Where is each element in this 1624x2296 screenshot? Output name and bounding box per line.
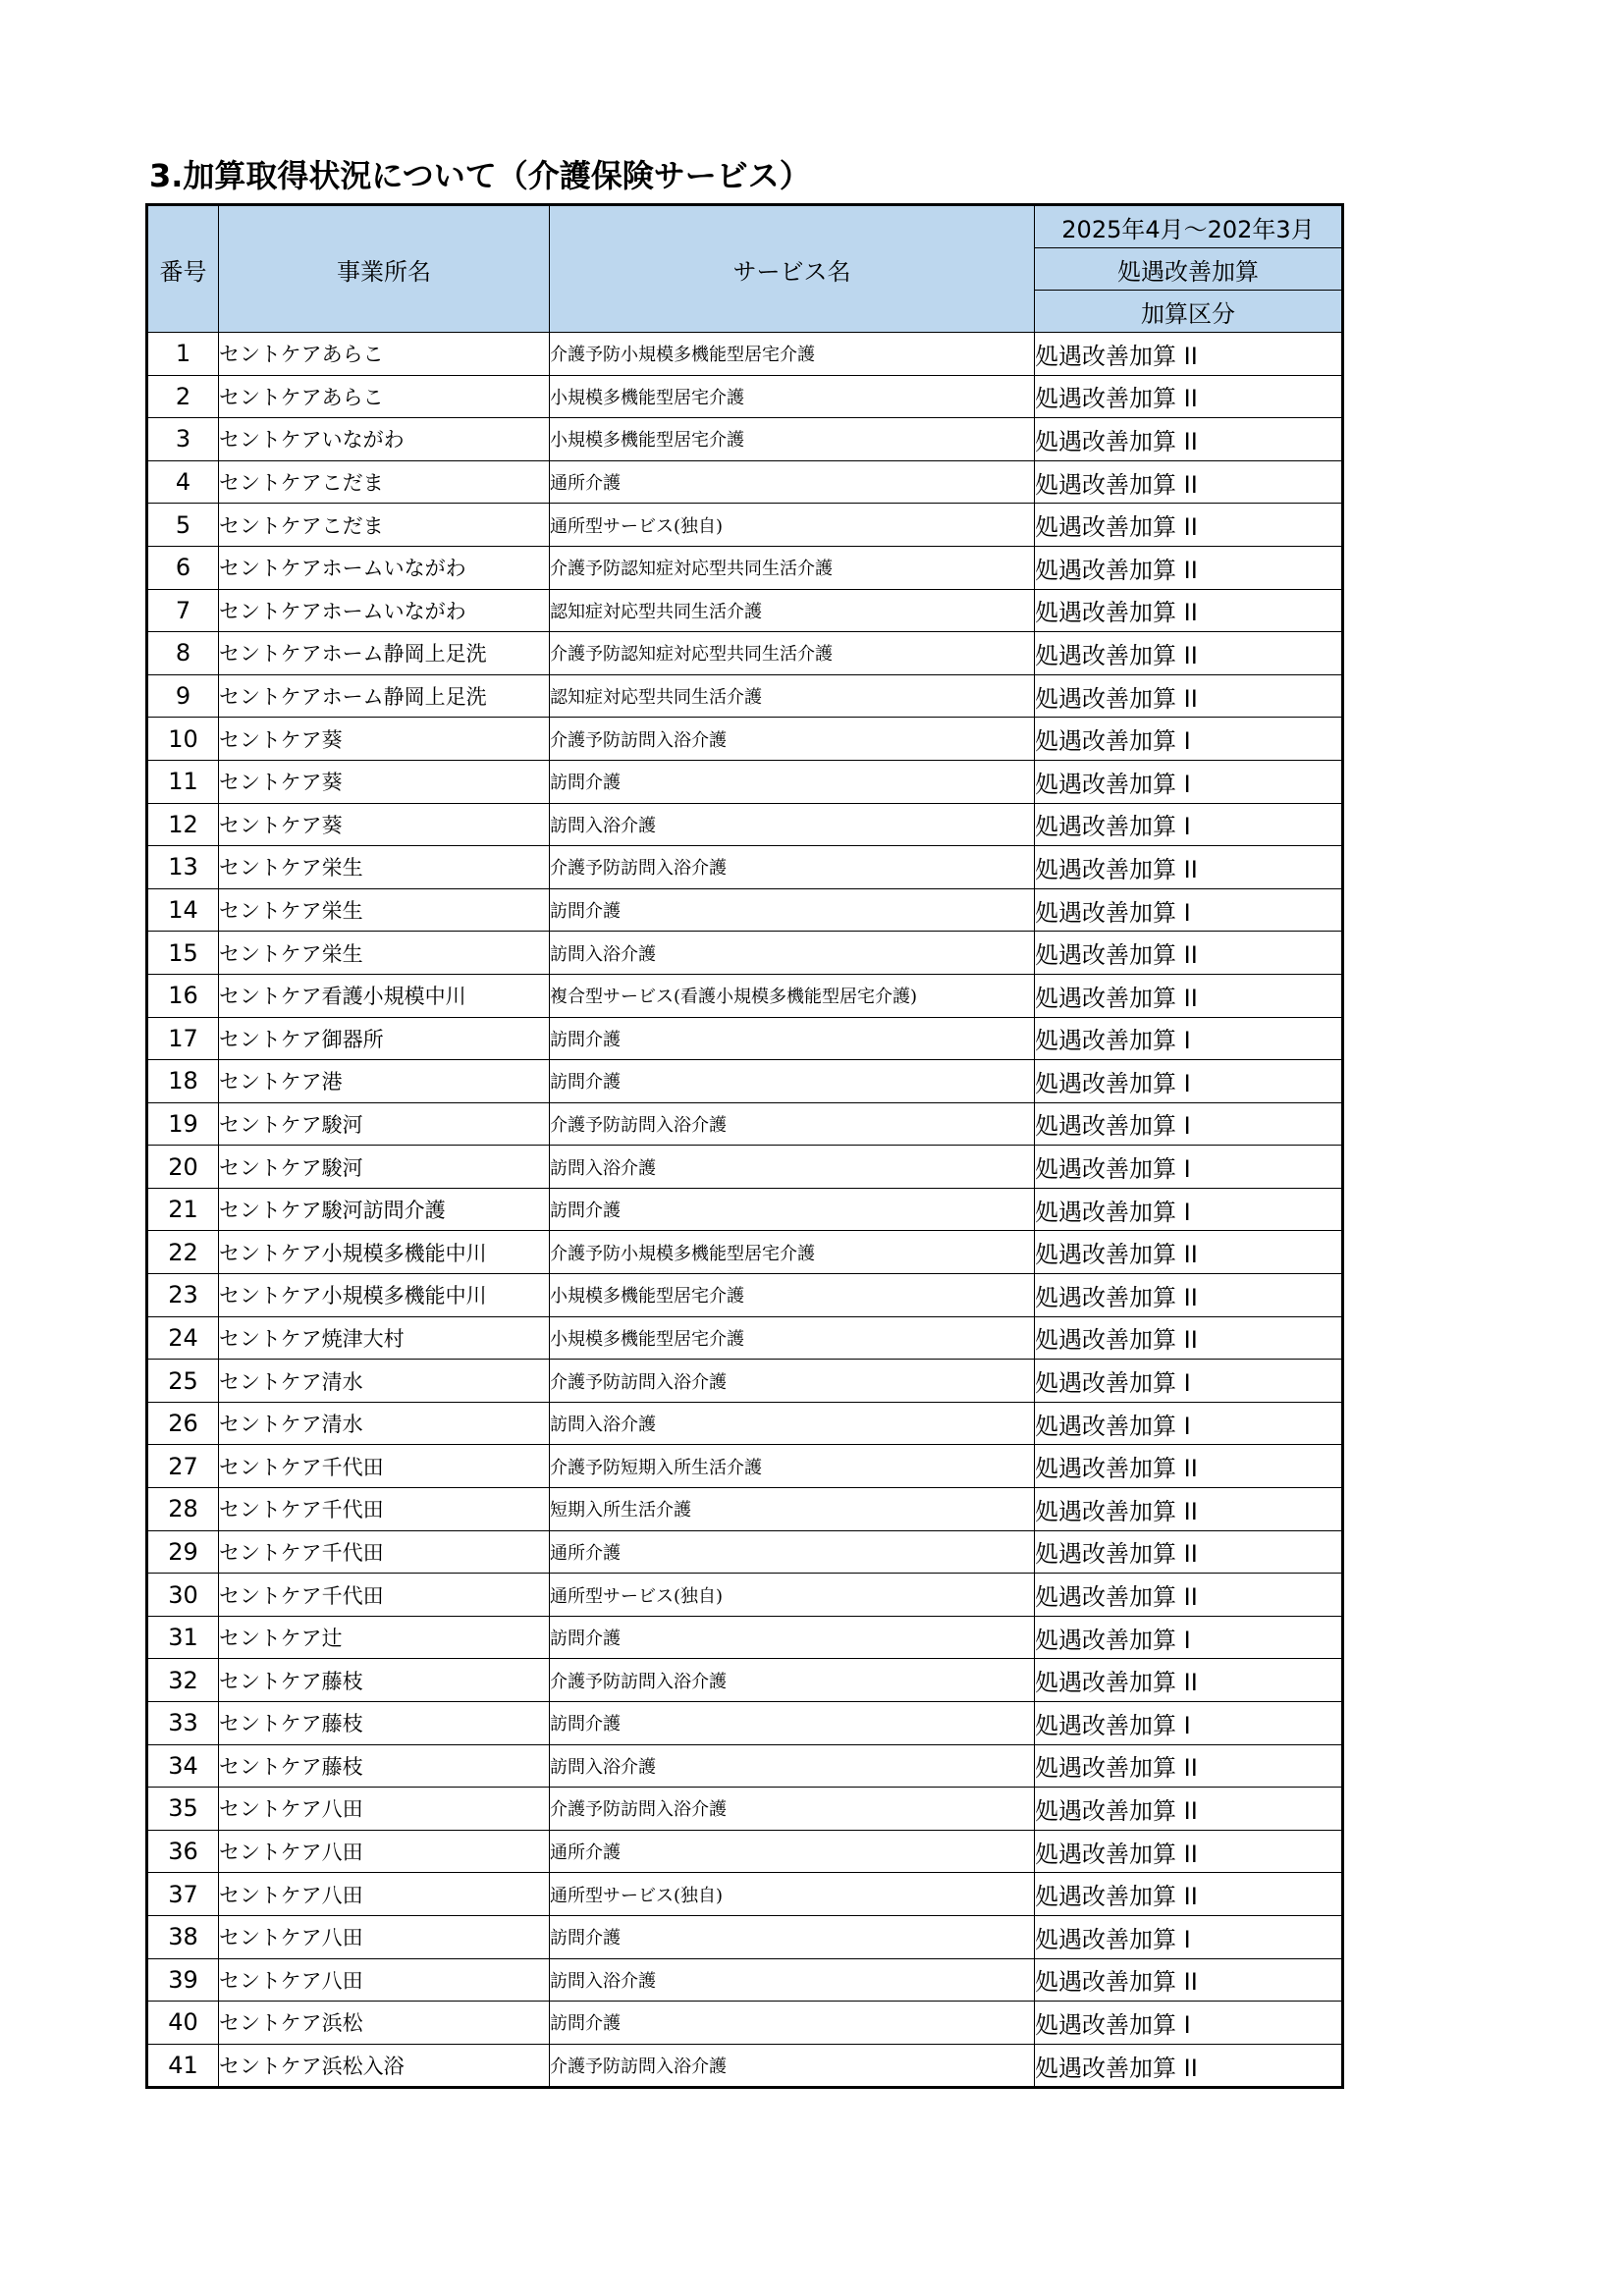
table-row [147, 1873, 1343, 1916]
table-row [147, 1659, 1343, 1702]
row-number: 31 [147, 1616, 219, 1659]
table-row [147, 674, 1343, 718]
service-name-cell: 訪問介護 [550, 1702, 1035, 1745]
table-row [147, 718, 1343, 761]
row-number: 9 [147, 674, 219, 718]
service-name-cell: 通所型サービス(独自) [550, 1574, 1035, 1617]
office-name-cell: セントケア八田 [219, 1958, 550, 2002]
office-name-cell: セントケア清水 [219, 1402, 550, 1445]
service-name-cell: 介護予防小規模多機能型居宅介護 [550, 333, 1035, 376]
service-name-cell: 介護予防訪問入浴介護 [550, 1788, 1035, 1831]
row-number: 10 [147, 718, 219, 761]
office-name-cell: セントケア千代田 [219, 1574, 550, 1617]
table-row [147, 460, 1343, 504]
row-number: 25 [147, 1360, 219, 1403]
row-number: 30 [147, 1574, 219, 1617]
header-kasan: 処遇改善加算 [1035, 248, 1343, 291]
kasan-category-cell: 処遇改善加算 II [1035, 1316, 1343, 1360]
table-header [147, 205, 1343, 333]
table-row [147, 1402, 1343, 1445]
table-row [147, 1958, 1343, 2002]
kasan-category-cell: 処遇改善加算 II [1035, 674, 1343, 718]
table-body [147, 333, 1343, 2088]
table-row [147, 1274, 1343, 1317]
row-number: 11 [147, 760, 219, 803]
service-name-cell: 認知症対応型共同生活介護 [550, 589, 1035, 632]
kasan-category-cell: 処遇改善加算 I [1035, 2002, 1343, 2045]
service-name-cell: 小規模多機能型居宅介護 [550, 1316, 1035, 1360]
service-name-cell: 通所介護 [550, 460, 1035, 504]
service-name-cell: 介護予防小規模多機能型居宅介護 [550, 1231, 1035, 1274]
service-name-cell: 介護予防訪問入浴介護 [550, 1659, 1035, 1702]
office-name-cell: セントケア八田 [219, 1830, 550, 1873]
table-row [147, 1702, 1343, 1745]
table-row [147, 1316, 1343, 1360]
service-name-cell: 訪問入浴介護 [550, 803, 1035, 846]
header-office-name: 事業所名 [219, 205, 550, 333]
table-row [147, 2044, 1343, 2088]
office-name-cell: セントケア葵 [219, 760, 550, 803]
service-name-cell: 通所型サービス(独自) [550, 504, 1035, 547]
kasan-category-cell: 処遇改善加算 I [1035, 1102, 1343, 1146]
kasan-category-cell: 処遇改善加算 I [1035, 1915, 1343, 1958]
row-number: 12 [147, 803, 219, 846]
table-row [147, 1231, 1343, 1274]
kasan-category-cell: 処遇改善加算 II [1035, 1873, 1343, 1916]
table-row [147, 504, 1343, 547]
office-name-cell: セントケアあらこ [219, 375, 550, 418]
service-name-cell: 訪問入浴介護 [550, 1744, 1035, 1788]
office-name-cell: セントケア小規模多機能中川 [219, 1231, 550, 1274]
kasan-category-cell: 処遇改善加算 II [1035, 1958, 1343, 2002]
office-name-cell: セントケア港 [219, 1060, 550, 1103]
office-name-cell: セントケアホームいながわ [219, 589, 550, 632]
office-name-cell: セントケア千代田 [219, 1488, 550, 1531]
row-number: 19 [147, 1102, 219, 1146]
kasan-category-cell: 処遇改善加算 II [1035, 1744, 1343, 1788]
office-name-cell: セントケア駿河 [219, 1102, 550, 1146]
table-row [147, 375, 1343, 418]
service-name-cell: 訪問介護 [550, 888, 1035, 932]
office-name-cell: セントケア焼津大村 [219, 1316, 550, 1360]
office-name-cell: セントケア栄生 [219, 932, 550, 975]
table-row [147, 1017, 1343, 1060]
service-name-cell: 介護予防訪問入浴介護 [550, 846, 1035, 889]
table-row [147, 1744, 1343, 1788]
row-number: 8 [147, 632, 219, 675]
kasan-category-cell: 処遇改善加算 II [1035, 1574, 1343, 1617]
office-name-cell: セントケア千代田 [219, 1530, 550, 1574]
row-number: 1 [147, 333, 219, 376]
kasan-category-cell: 処遇改善加算 I [1035, 1616, 1343, 1659]
row-number: 23 [147, 1274, 219, 1317]
row-number: 22 [147, 1231, 219, 1274]
table-row [147, 846, 1343, 889]
table-row [147, 803, 1343, 846]
office-name-cell: セントケア栄生 [219, 846, 550, 889]
office-name-cell: セントケアいながわ [219, 418, 550, 461]
page-title: 3.加算取得状況について（介護保険サービス） [149, 157, 811, 194]
service-name-cell: 訪問入浴介護 [550, 1402, 1035, 1445]
office-name-cell: セントケア浜松入浴 [219, 2044, 550, 2088]
table-row [147, 1445, 1343, 1488]
kasan-category-cell: 処遇改善加算 I [1035, 1017, 1343, 1060]
row-number: 16 [147, 974, 219, 1017]
service-name-cell: 訪問介護 [550, 1188, 1035, 1231]
service-name-cell: 訪問介護 [550, 2002, 1035, 2045]
office-name-cell: セントケアこだま [219, 460, 550, 504]
kasan-category-cell: 処遇改善加算 II [1035, 1830, 1343, 1873]
service-name-cell: 訪問入浴介護 [550, 1958, 1035, 2002]
row-number: 32 [147, 1659, 219, 1702]
table-row [147, 2002, 1343, 2045]
service-name-cell: 訪問介護 [550, 1915, 1035, 1958]
kasan-category-cell: 処遇改善加算 II [1035, 632, 1343, 675]
kasan-category-cell: 処遇改善加算 I [1035, 803, 1343, 846]
row-number: 17 [147, 1017, 219, 1060]
row-number: 24 [147, 1316, 219, 1360]
table-row [147, 932, 1343, 975]
table-row [147, 589, 1343, 632]
office-name-cell: セントケアホームいながわ [219, 546, 550, 589]
table-row [147, 1102, 1343, 1146]
row-number: 41 [147, 2044, 219, 2088]
kasan-category-cell: 処遇改善加算 I [1035, 1060, 1343, 1103]
row-number: 38 [147, 1915, 219, 1958]
table-row [147, 974, 1343, 1017]
table-row [147, 1830, 1343, 1873]
table-row [147, 418, 1343, 461]
row-number: 14 [147, 888, 219, 932]
kasan-category-cell: 処遇改善加算 II [1035, 333, 1343, 376]
kasan-category-cell: 処遇改善加算 II [1035, 1788, 1343, 1831]
row-number: 35 [147, 1788, 219, 1831]
kasan-category-cell: 処遇改善加算 II [1035, 1659, 1343, 1702]
kasan-category-cell: 処遇改善加算 II [1035, 504, 1343, 547]
row-number: 15 [147, 932, 219, 975]
row-number: 34 [147, 1744, 219, 1788]
office-name-cell: セントケア八田 [219, 1788, 550, 1831]
row-number: 21 [147, 1188, 219, 1231]
table-row [147, 1146, 1343, 1189]
office-name-cell: セントケアホーム静岡上足洗 [219, 632, 550, 675]
kasan-category-cell: 処遇改善加算 II [1035, 460, 1343, 504]
kasan-category-cell: 処遇改善加算 I [1035, 888, 1343, 932]
row-number: 5 [147, 504, 219, 547]
service-name-cell: 訪問介護 [550, 1060, 1035, 1103]
kasan-category-cell: 処遇改善加算 I [1035, 760, 1343, 803]
row-number: 4 [147, 460, 219, 504]
service-name-cell: 通所型サービス(独自) [550, 1873, 1035, 1916]
service-name-cell: 訪問入浴介護 [550, 932, 1035, 975]
office-name-cell: セントケア葵 [219, 803, 550, 846]
row-number: 26 [147, 1402, 219, 1445]
office-name-cell: セントケア駿河訪問介護 [219, 1188, 550, 1231]
kasan-status-table [145, 203, 1344, 2089]
kasan-category-cell: 処遇改善加算 II [1035, 846, 1343, 889]
office-name-cell: セントケアこだま [219, 504, 550, 547]
kasan-category-cell: 処遇改善加算 II [1035, 1231, 1343, 1274]
row-number: 40 [147, 2002, 219, 2045]
kasan-category-cell: 処遇改善加算 II [1035, 375, 1343, 418]
kasan-category-cell: 処遇改善加算 II [1035, 546, 1343, 589]
kasan-category-cell: 処遇改善加算 II [1035, 1274, 1343, 1317]
table-row [147, 1530, 1343, 1574]
service-name-cell: 介護予防認知症対応型共同生活介護 [550, 632, 1035, 675]
service-name-cell: 介護予防訪問入浴介護 [550, 2044, 1035, 2088]
service-name-cell: 訪問入浴介護 [550, 1146, 1035, 1189]
kasan-category-cell: 処遇改善加算 I [1035, 718, 1343, 761]
row-number: 13 [147, 846, 219, 889]
service-name-cell: 介護予防訪問入浴介護 [550, 718, 1035, 761]
row-number: 27 [147, 1445, 219, 1488]
row-number: 6 [147, 546, 219, 589]
office-name-cell: セントケアあらこ [219, 333, 550, 376]
table-row [147, 1915, 1343, 1958]
service-name-cell: 訪問介護 [550, 1017, 1035, 1060]
service-name-cell: 短期入所生活介護 [550, 1488, 1035, 1531]
table-row [147, 632, 1343, 675]
kasan-category-cell: 処遇改善加算 I [1035, 1360, 1343, 1403]
row-number: 18 [147, 1060, 219, 1103]
table-row [147, 1188, 1343, 1231]
office-name-cell: セントケア藤枝 [219, 1659, 550, 1702]
office-name-cell: セントケア千代田 [219, 1445, 550, 1488]
service-name-cell: 訪問介護 [550, 760, 1035, 803]
office-name-cell: セントケア八田 [219, 1915, 550, 1958]
header-service-name: サービス名 [550, 205, 1035, 333]
row-number: 28 [147, 1488, 219, 1531]
row-number: 20 [147, 1146, 219, 1189]
office-name-cell: セントケア八田 [219, 1873, 550, 1916]
row-number: 2 [147, 375, 219, 418]
kasan-category-cell: 処遇改善加算 II [1035, 589, 1343, 632]
service-name-cell: 通所介護 [550, 1530, 1035, 1574]
row-number: 39 [147, 1958, 219, 2002]
office-name-cell: セントケア清水 [219, 1360, 550, 1403]
row-number: 33 [147, 1702, 219, 1745]
row-number: 3 [147, 418, 219, 461]
service-name-cell: 小規模多機能型居宅介護 [550, 1274, 1035, 1317]
service-name-cell: 介護予防訪問入浴介護 [550, 1102, 1035, 1146]
service-name-cell: 認知症対応型共同生活介護 [550, 674, 1035, 718]
kasan-category-cell: 処遇改善加算 II [1035, 1530, 1343, 1574]
office-name-cell: セントケア駿河 [219, 1146, 550, 1189]
row-number: 29 [147, 1530, 219, 1574]
table-row [147, 1488, 1343, 1531]
header-period: 2025年4月～202年3月 [1035, 205, 1343, 248]
kasan-category-cell: 処遇改善加算 II [1035, 1445, 1343, 1488]
table-row [147, 1616, 1343, 1659]
kasan-category-cell: 処遇改善加算 II [1035, 418, 1343, 461]
kasan-category-cell: 処遇改善加算 II [1035, 932, 1343, 975]
table-row [147, 888, 1343, 932]
office-name-cell: セントケア小規模多機能中川 [219, 1274, 550, 1317]
office-name-cell: セントケア御器所 [219, 1017, 550, 1060]
office-name-cell: セントケア浜松 [219, 2002, 550, 2045]
office-name-cell: セントケア辻 [219, 1616, 550, 1659]
service-name-cell: 訪問介護 [550, 1616, 1035, 1659]
table-row [147, 1788, 1343, 1831]
kasan-category-cell: 処遇改善加算 II [1035, 1488, 1343, 1531]
office-name-cell: セントケア看護小規模中川 [219, 974, 550, 1017]
table-row [147, 760, 1343, 803]
header-number: 番号 [147, 205, 219, 333]
table-row [147, 1060, 1343, 1103]
service-name-cell: 小規模多機能型居宅介護 [550, 418, 1035, 461]
office-name-cell: セントケア藤枝 [219, 1744, 550, 1788]
kasan-category-cell: 処遇改善加算 I [1035, 1188, 1343, 1231]
row-number: 7 [147, 589, 219, 632]
table-row [147, 546, 1343, 589]
header-kasan-category: 加算区分 [1035, 291, 1343, 333]
kasan-category-cell: 処遇改善加算 II [1035, 974, 1343, 1017]
kasan-category-cell: 処遇改善加算 II [1035, 2044, 1343, 2088]
office-name-cell: セントケア栄生 [219, 888, 550, 932]
kasan-category-cell: 処遇改善加算 I [1035, 1402, 1343, 1445]
office-name-cell: セントケアホーム静岡上足洗 [219, 674, 550, 718]
office-name-cell: セントケア藤枝 [219, 1702, 550, 1745]
service-name-cell: 複合型サービス(看護小規模多機能型居宅介護) [550, 974, 1035, 1017]
office-name-cell: セントケア葵 [219, 718, 550, 761]
service-name-cell: 介護予防短期入所生活介護 [550, 1445, 1035, 1488]
table-row [147, 333, 1343, 376]
kasan-category-cell: 処遇改善加算 I [1035, 1702, 1343, 1745]
row-number: 36 [147, 1830, 219, 1873]
table-row [147, 1360, 1343, 1403]
service-name-cell: 通所介護 [550, 1830, 1035, 1873]
table-row [147, 1574, 1343, 1617]
row-number: 37 [147, 1873, 219, 1916]
service-name-cell: 介護予防認知症対応型共同生活介護 [550, 546, 1035, 589]
kasan-category-cell: 処遇改善加算 I [1035, 1146, 1343, 1189]
service-name-cell: 介護予防訪問入浴介護 [550, 1360, 1035, 1403]
service-name-cell: 小規模多機能型居宅介護 [550, 375, 1035, 418]
